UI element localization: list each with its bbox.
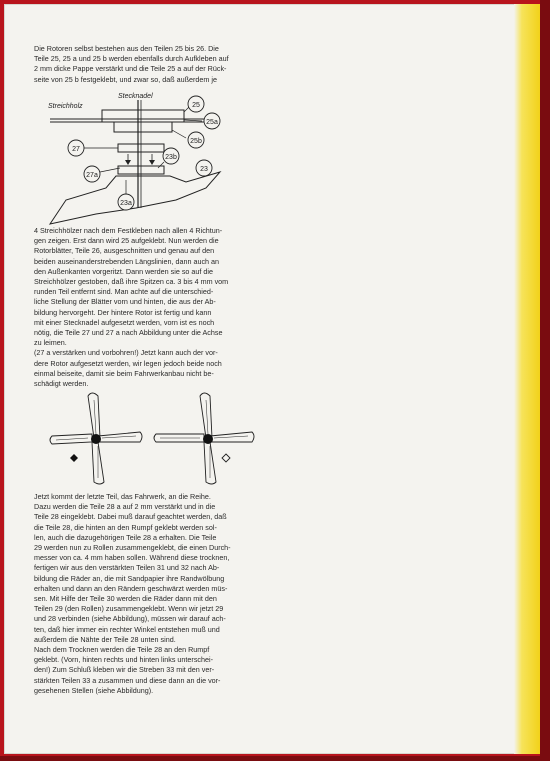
part-25a-label: 25a — [206, 119, 218, 126]
paragraph-rotor-parts: Die Rotoren selbst bestehen aus den Teilen 25 bis 26. Die Teile 25, 25 a und 25 b werden ebenfalls durch Aufkleben auf 2 mm dicke Pappe verstärkt und die Teile 25 a auf der Rück- seite von 25 b festgeklebt, und zwar so, daß außerdem je — [34, 44, 229, 84]
rotor-right — [154, 393, 254, 484]
rotor-left — [50, 393, 142, 484]
part-23a-label: 23a — [120, 200, 132, 207]
rotor-assembly-diagram — [46, 90, 256, 230]
part-25b-label: 25b — [190, 138, 202, 145]
paragraph-rotor-blades: 4 Streichhölzer nach dem Festkleben nach allen 4 Richtun- gen zeigen. Erst dann wird 25 aufgeklebt. Nun werden die Rotorblätter, Teile 26, ausgeschnitten und genau auf den beiden auseinanderstrebenden Längslinien, dann auch an den Außenkanten vorgeritzt. Dann werden sie so auf die Streichhölzer gestoben, daß ihre Spitzen ca. 3 bis 4 mm vom runden Teil entfernt sind. Man achte auf die unterschied- liche Stellung der Blätter vorn und hinten, die aus der Ab- bildung hervorgeht. Der hintere Rotor ist fertig und kann mit einer Stecknadel aufgesetzt werden, vorn ist es noch nötig, die Teile 27 und 27 a nach Abbildung unter die Achse zu leimen. (27 a verstärken und vorbohren!) Jetzt kann auch der vor- dere Rotor aufgesetzt werden, wir legen jedoch beide noch einmal beiseite, damit sie beim Fahrwerkanbau nicht be- schädigt werden. — [34, 226, 229, 389]
label-streichholz: Streichholz — [48, 103, 83, 110]
label-stecknadel: Stecknadel — [118, 93, 153, 100]
rotor-blade-positions-diagram — [48, 390, 258, 486]
border-shadow-right — [540, 0, 550, 757]
paragraph-landing-gear: Jetzt kommt der letzte Teil, das Fahrwerk, an die Reihe. Dazu werden die Teile 28 a auf 2 mm verstärkt und in die Teile 28 eingeklebt. Dabei muß darauf geachtet werden, daß die Teile 28, die hinten an den Rumpf geklebt werden sol- len, auch die dazugehörigen Teile 28 a erhalten. Die Teile 29 werden nun zu Rollen zusammengeklebt, die einen Durch- messer von ca. 4 mm haben sollen. Während diese trocknen, fertigen wir aus den verstärkten Teilen 31 und 32 nach Ab- bildung die Räder an, die mit Sandpapier ihre Randwölbung erhalten und dann an den Rändern geschwärzt werden müs- sen. Mit Hilfe der Teile 30 werden die Räder dann mit den Teilen 29 (den Rollen) zusammengeklebt. Wenn wir jetzt 29 und 28 verbinden (siehe Abbildung), müssen wir darauf ach- ten, daß hier immer ein rechter Winkel entstehen muß und außerdem die Nähte der Teile 28 unten sind. Nach dem Trocknen werden die Teile 28 an den Rumpf geklebt. (Vorn, hinten rechts und hinten links unterschei- den!) Zum Schluß kleben wir die Streben 33 mit den ver- stärkten Teilen 33 a zusammen und diese dann an die vor- gesehenen Stellen (siehe Abbildung). — [34, 492, 231, 695]
yellow-edge-strip — [514, 4, 540, 754]
part-23b-label: 23b — [165, 154, 177, 161]
document-page — [4, 4, 540, 754]
border-shadow-bottom — [0, 756, 550, 761]
part-27-label: 27 — [72, 146, 80, 153]
part-27a-label: 27a — [86, 172, 98, 179]
part-25-label: 25 — [192, 102, 200, 109]
part-23-label: 23 — [200, 166, 208, 173]
